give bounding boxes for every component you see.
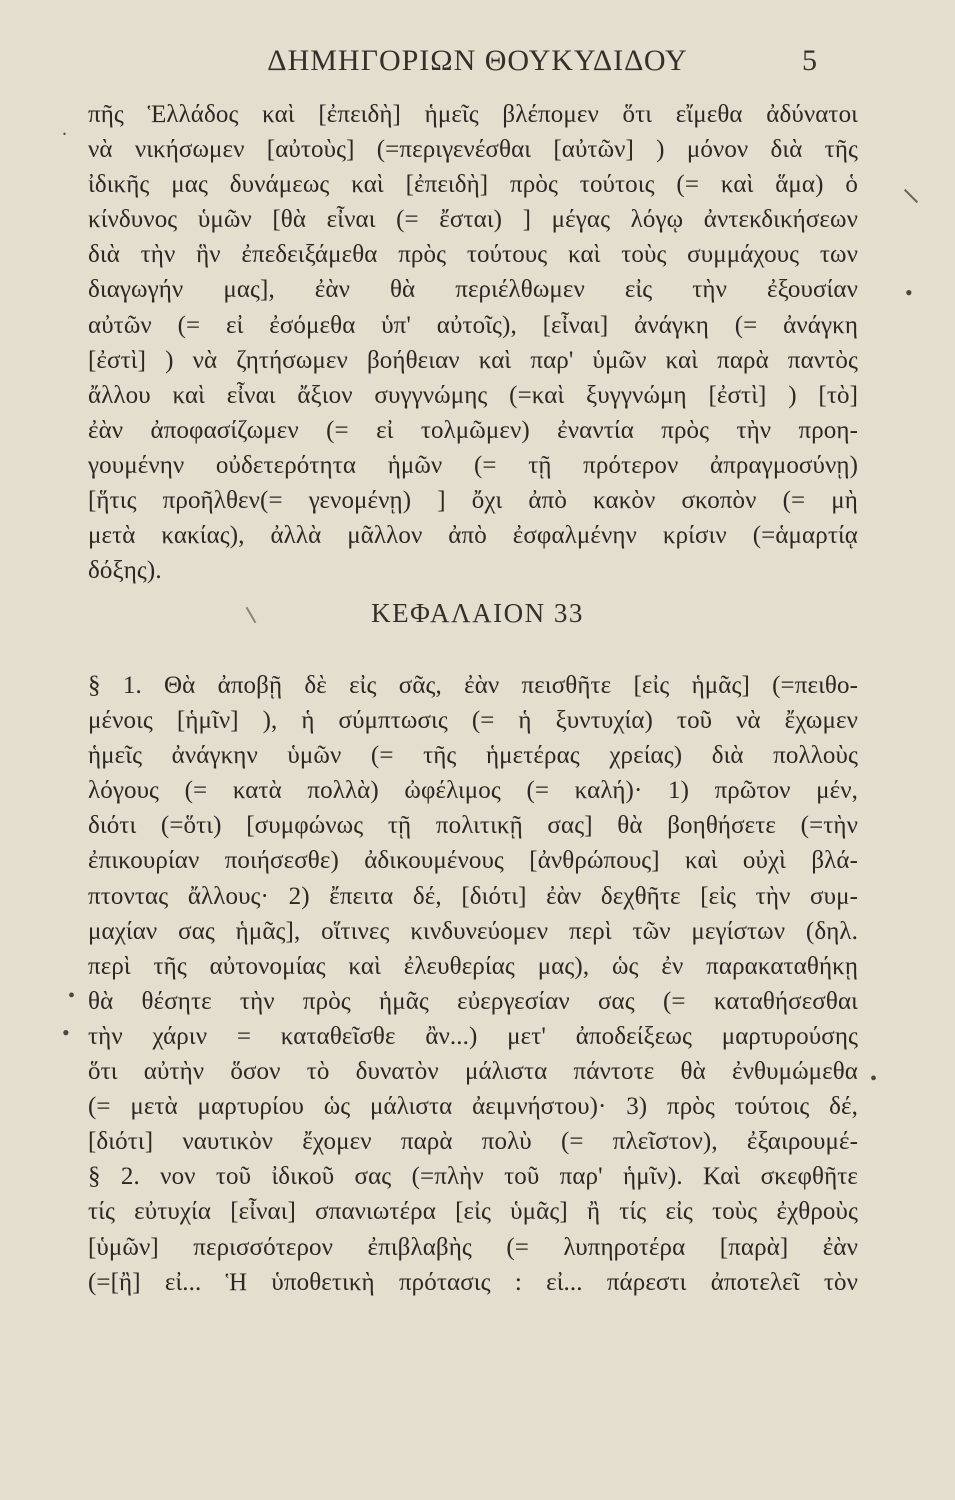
text-line: διότι (=ὅτι) [συμφώνως τῇ πολιτικῇ σας] θὰ βοηθήσετε (=τὴν — [88, 812, 858, 840]
text-line: μένοις [ἡμῖν] ), ἡ σύμπτωσις (= ἡ ξυντυχία) τοῦ νὰ ἔχωμεν — [88, 707, 858, 735]
margin-scratch-mark — [904, 189, 918, 203]
text-line: ἡμεῖς ἀνάγκην ὑμῶν (= τῆς ἡμετέρας χρείας) διὰ πολλοὺς — [88, 742, 858, 770]
text-line: διαγωγήν μας], ἐὰν θὰ περιέλθωμεν εἰς τὴν ἐξουσίαν — [88, 276, 858, 304]
text-line: θὰ θέσητε τὴν πρὸς ἡμᾶς εὐεργεσίαν σας (= καταθήσεσθαι — [88, 987, 858, 1015]
text-line: ἰδικῆς μας δυνάμεως καὶ [ἐπειδὴ] πρὸς τούτοις (= καὶ ἅμα) ὁ — [88, 171, 858, 199]
text-line: περὶ τῆς αὐτονομίας καὶ ἐλευθερίας μας), ὡς ἐν παρακαταθήκῃ — [88, 952, 858, 980]
text-line: κίνδυνος ὑμῶν [θὰ εἶναι (= ἔσται) ] μέγας λόγῳ ἀντεκδικήσεων — [88, 206, 858, 234]
text-block-bottom — [88, 668, 858, 1300]
margin-dot-mark: . — [62, 118, 67, 140]
text-line: [διότι] ναυτικὸν ἔχομεν παρὰ πολὺ (= πλεῖστον), ἐξαιρουμέ- — [88, 1128, 858, 1156]
text-line: [ἥτις προῆλθεν(= γενομένῃ) ] ὄχι ἀπὸ κακὸν σκοπὸν (= μὴ — [88, 487, 858, 515]
text-line: λόγους (= κατὰ πολλὰ) ὠφέλιμος (= καλή)· 1) πρῶτον μέν, — [88, 777, 858, 805]
text-line: πτοντας ἄλλους· 2) ἔπειτα δέ, [διότι] ἐὰν δεχθῆτε [εἰς τὴν συμ- — [88, 882, 858, 910]
text-line: § 2. νον τοῦ ἰδικοῦ σας (=πλὴν τοῦ παρ' ἡμῖν). Καὶ σκεφθῆτε — [88, 1163, 858, 1191]
text-line: δόξης). — [88, 557, 162, 585]
margin-dot-mark: • — [905, 280, 913, 305]
text-line: ἄλλου καὶ εἶναι ἄξιον συγγνώμης (=καὶ ξυγγνώμη [ἐστὶ] ) [τὸ] — [88, 381, 858, 409]
chapter-title: ΚΕΦΑΛΑΙΟΝ 33 — [371, 598, 584, 628]
text-line: πῆς Ἑλλάδος καὶ [ἐπειδὴ] ἡμεῖς βλέπομεν ὅτι εἴμεθα ἀδύνατοι — [88, 101, 858, 128]
margin-dot-mark: • — [62, 1020, 70, 1045]
text-line: (= μετὰ μαρτυρίου ὡς μάλιστα ἀειμνήστου)· 3) πρὸς τούτοις δέ, — [88, 1093, 858, 1121]
text-line: ἐπικουρίαν ποιήσεσθε) ἀδικουμένους [ἀνθρώπους] καὶ οὐχὶ βλά- — [88, 847, 858, 875]
text-line: μαχίαν σας ἡμᾶς], οἵτινες κινδυνεύομεν περὶ τῶν μεγίστων (δηλ. — [88, 917, 858, 945]
margin-dot-mark: • — [68, 985, 76, 1007]
text-line: αὐτῶν (= εἰ ἐσόμεθα ὑπ' αὐτοῖς), [εἶναι] ἀνάγκη (= ἀνάγκη — [88, 311, 858, 339]
text-line: τὴν χάριν = καταθεῖσθε ἂν...) μετ' ἀποδείξεως μαρτυρούσης — [88, 1022, 858, 1050]
text-line: μετὰ κακίας), ἀλλὰ μᾶλλον ἀπὸ ἐσφαλμένην κρίσιν (=ἁμαρτίᾳ — [88, 522, 858, 550]
text-line: [ἐστὶ] ) νὰ ζητήσωμεν βοήθειαν καὶ παρ' ὑμῶν καὶ παρὰ παντὸς — [88, 346, 858, 374]
text-line: (=[ἢ] εἰ... Ἡ ὑποθετικὴ πρότασις : εἰ... πάρεστι ἀποτελεῖ τὸν — [88, 1268, 858, 1296]
text-line: τίς εὐτυχία [εἶναι] σπανιωτέρα [εἰς ὑμᾶς] ἢ τίς εἰς τοὺς ἐχθροὺς — [88, 1198, 858, 1226]
margin-dot-mark: • — [870, 1068, 878, 1090]
text-line: [ὑμῶν] περισσότερον ἐπιβλαβὴς (= λυπηροτέρα [παρὰ] ἐὰν — [88, 1233, 858, 1261]
text-line: γουμένην οὐδετερότητα ἡμῶν (= τῇ πρότερον ἀπραγμοσύνῃ) — [88, 451, 858, 479]
text-line: § 1. Θὰ ἀποβῇ δὲ εἰς σᾶς, ἐὰν πεισθῆτε [εἰς ἡμᾶς] (=πειθο- — [88, 672, 858, 699]
text-line: διὰ τὴν ἣν ἐπεδειξάμεθα πρὸς τούτους καὶ τοὺς συμμάχους των — [88, 241, 858, 269]
page-number: 5 — [802, 44, 817, 77]
text-line: ἐὰν ἀποφασίζωμεν (= εἰ τολμῶμεν) ἐναντία πρὸς τὴν προη- — [88, 416, 858, 444]
text-line: ὅτι αὐτὴν ὅσον τὸ δυνατὸν μάλιστα πάντοτε θὰ ἐνθυμώμεθα — [88, 1058, 858, 1086]
running-header-title: ΔΗΜΗΓΟΡΙΩΝ ΘΟΥΚΥΔΙΔΟΥ — [267, 44, 688, 77]
text-block-top — [88, 97, 858, 588]
text-line: νὰ νικήσωμεν [αὐτοὺς] (=περιγενέσθαι [αὐτῶν] ) μόνον διὰ τῆς — [88, 136, 858, 164]
